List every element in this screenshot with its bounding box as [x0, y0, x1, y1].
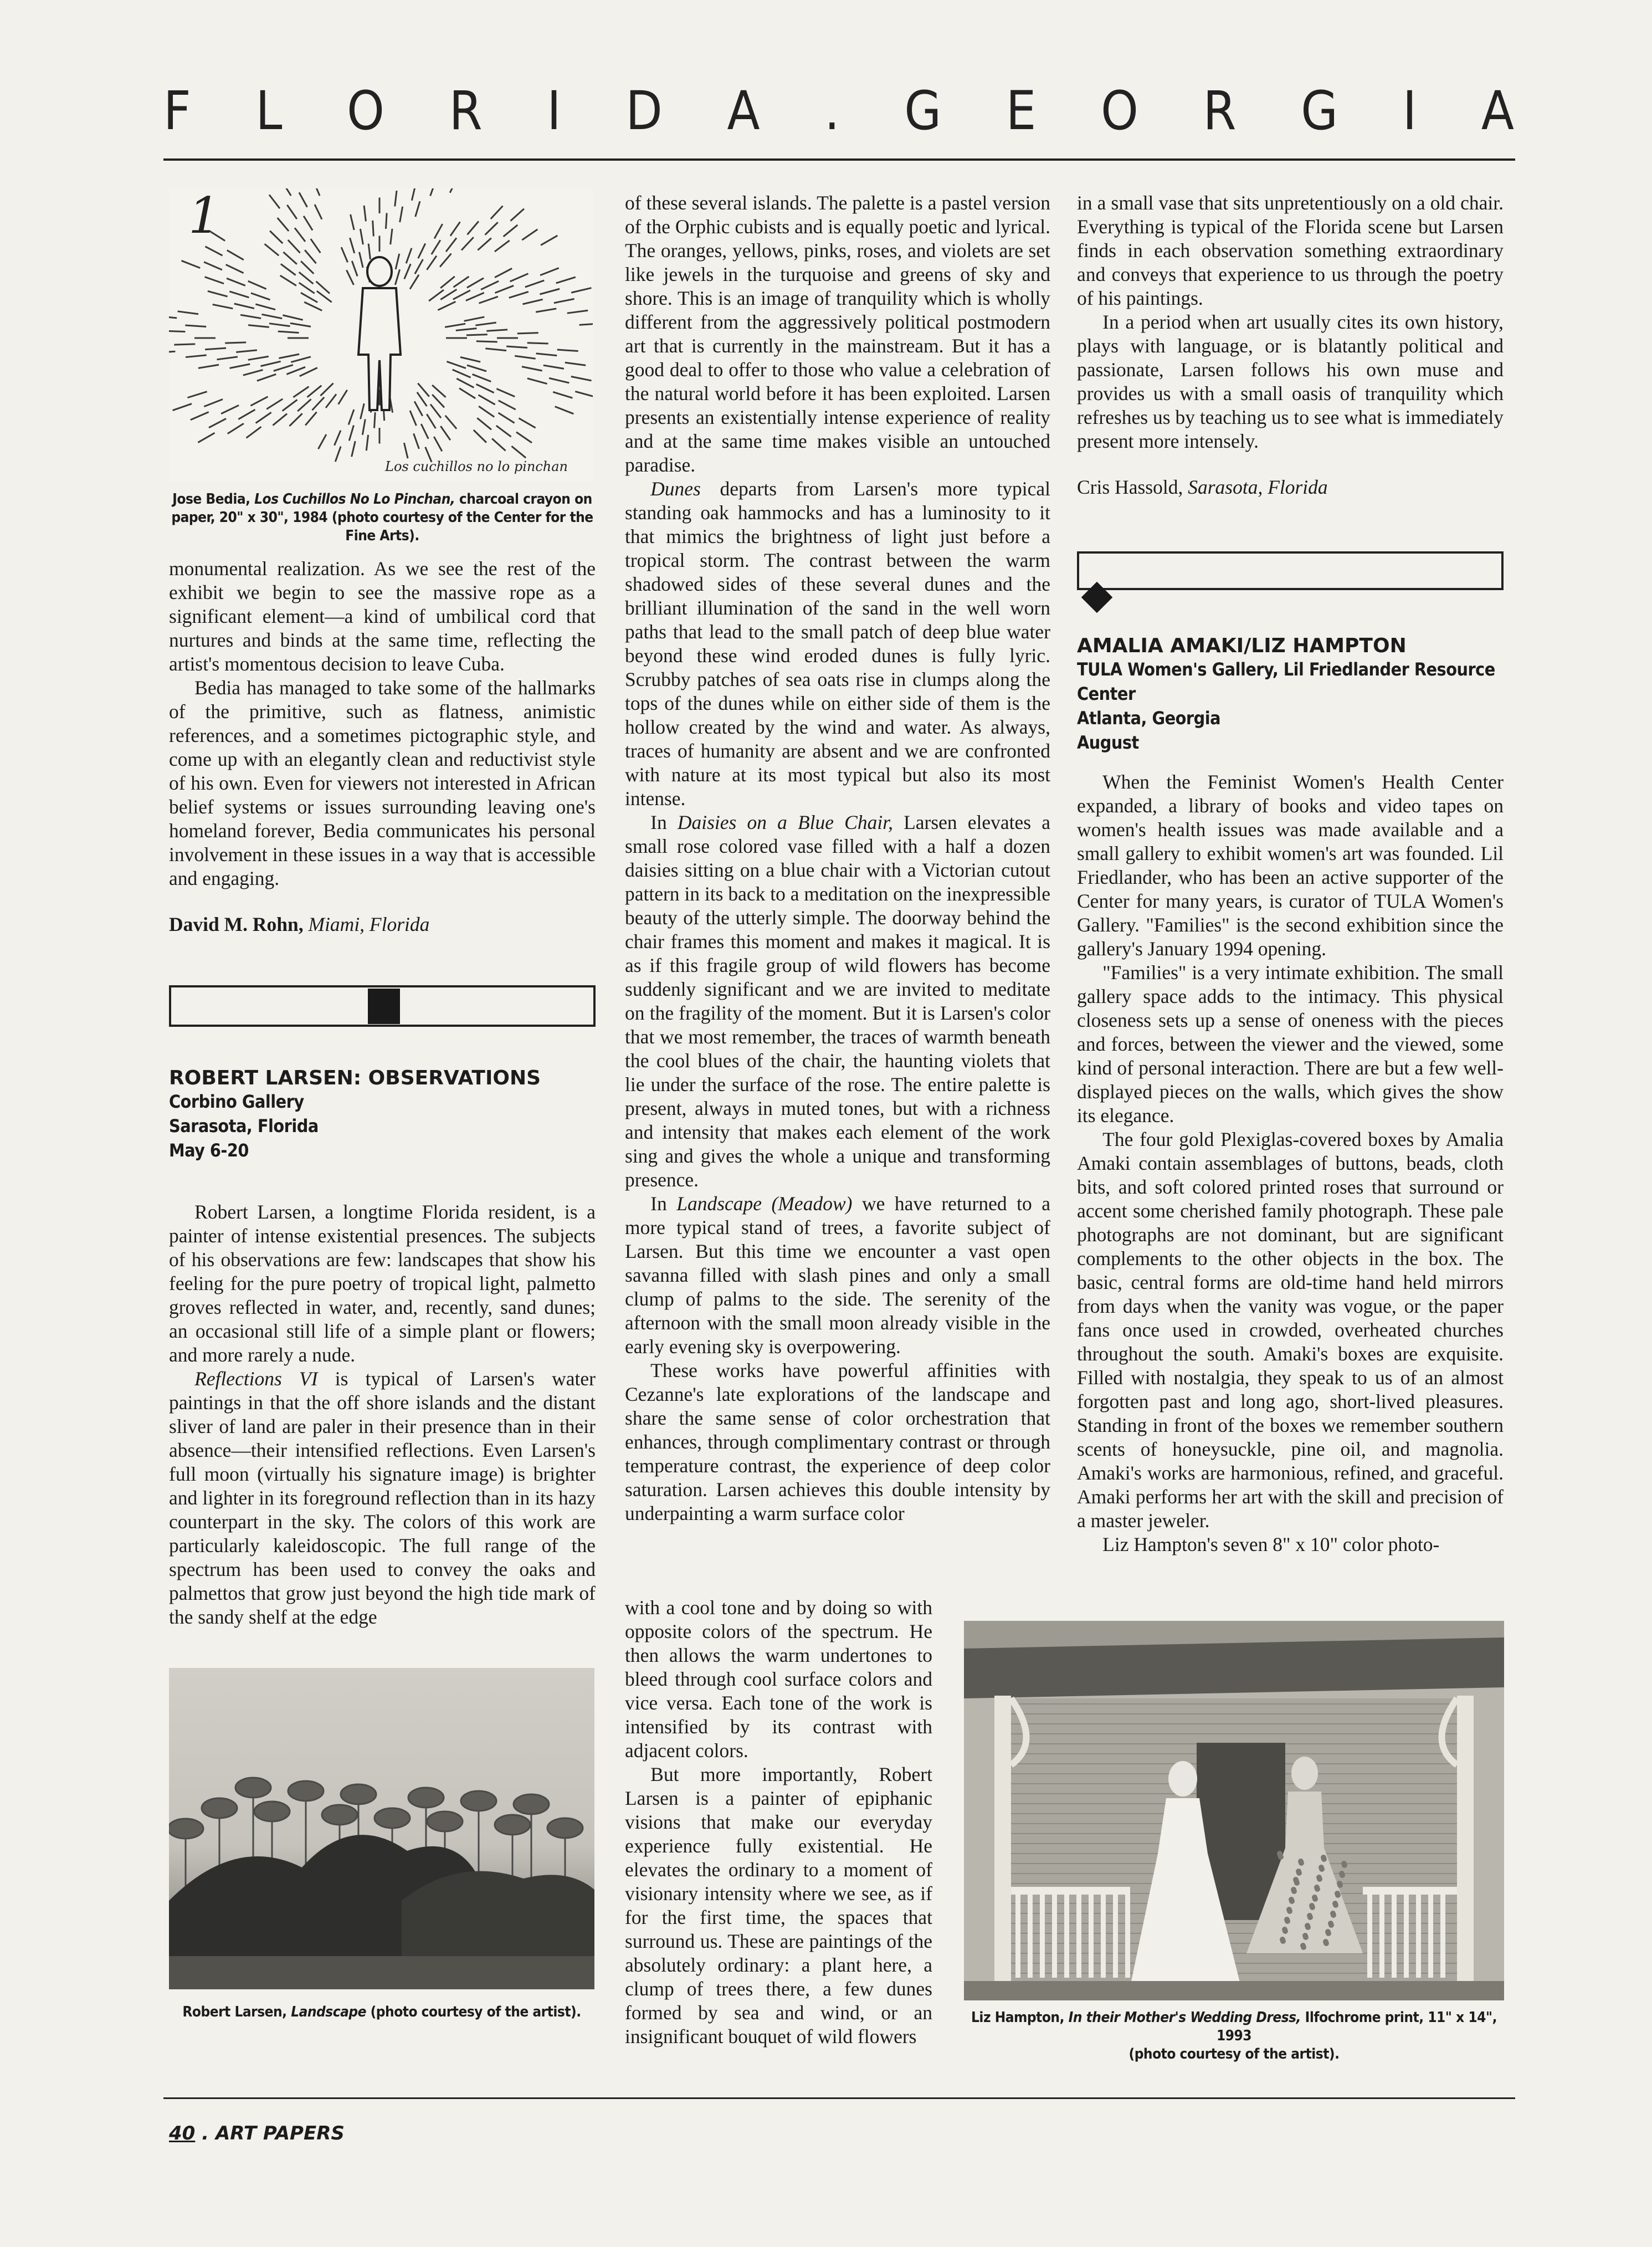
standing-figure [358, 257, 401, 410]
footer-rule [163, 2097, 1515, 2099]
paragraph-text: departs from Larsen's more typical standing oak hammocks and has a luminosity to it that mimics the brightness of light just before a tropical storm. The contrast between the warm shadowed sides of these several dunes and the brilliant illumination of the sand in the well worn paths that lead to the small patch of deep blue water beyond these wind eroded dunes is fully lyric. Scrubby patches of sea oats rise in clumps along the tops of the dunes while on either side of them is the hollow created by the wind and water. As always, traces of humanity are absent and we are confronted with nature at its most typical but also its most intense. [625, 478, 1050, 810]
head-letter: G [1301, 80, 1340, 142]
running-head [163, 78, 1515, 144]
amaki-paragraph: Liz Hampton's seven 8" x 10" color photo- [1102, 1533, 1440, 1555]
review-title: AMALIA AMAKI/LIZ HAMPTON [1077, 634, 1407, 657]
caption-credit: (photo courtesy of the artist). [1128, 2046, 1340, 2062]
head-letter: R [449, 80, 484, 142]
footer-separator: . [202, 2122, 209, 2144]
caption-artist: Robert Larsen, [182, 2004, 287, 2020]
head-letter: D [625, 80, 664, 142]
review-city: Atlanta, Georgia [1077, 708, 1220, 729]
head-letter: R [1203, 80, 1238, 142]
byline-place: Miami, Florida [308, 913, 430, 935]
work-title: Dunes [650, 478, 701, 500]
review-venue: Corbino Gallery [169, 1091, 304, 1112]
larsen-paragraph: Robert Larsen, a longtime Florida resident, is a painter of intense existential presences. The subjects of his observations are few: landscapes that show his feeling for the pure poetry of tropical light, palmetto groves reflected in water, and, recently, sand dunes; an occasional still life of a simple plant or flowers; and more rarely a nude. [169, 1201, 596, 1366]
page-footer [169, 2122, 345, 2144]
larsen-caption [169, 2003, 594, 2021]
column-3-top [1077, 191, 1504, 499]
larsen-paragraph [169, 1367, 596, 1629]
hampton-photograph [964, 1621, 1504, 2000]
work-title: Landscape (Meadow) [676, 1192, 853, 1215]
divider-square [368, 989, 400, 1024]
bedia-paragraph: Bedia has managed to take some of the hallmarks of the primitive, such as flatness, animistic references, and a sometimes pictographic style, and come up with an elegantly clean and reductivist style of his own. Even for viewers not interested in African belief systems or issues surrounding leaving one's homeland forever, Bedia communicates his personal involvement in these issues in a way that is accessible and engaging. [169, 677, 596, 889]
larsen-paragraph [625, 811, 1050, 1192]
section-divider [1077, 551, 1504, 590]
paragraph-text: In [650, 1192, 677, 1215]
section-divider [169, 985, 596, 1027]
landscape-svg [169, 1668, 594, 1989]
paragraph-text: we have returned to a more typical stand of trees, a favorite subject of Larsen. But this time we encounter a vast open savanna filled with slash pines and only a small clump of palms to the side. The serenity of the afternoon with the small moon already visible in the early evening sky is overpowering. [625, 1192, 1050, 1358]
bedia-drawing-svg [169, 188, 593, 482]
head-letter: A [727, 80, 761, 142]
bedia-byline [169, 913, 596, 936]
work-title: Reflections VI [194, 1368, 318, 1390]
column-1-top [169, 557, 596, 936]
bedia-caption [169, 490, 596, 545]
paragraph-text: Larsen elevates a small rose colored vase filled with a half a dozen daisies sitting on a blue chair with a Victorian cutout pattern in its back to a meditation on the inexpressible beauty of the utterly simple. The doorway behind the chair frames this moment and makes it magical. It is as if this fragile group of wild flowers has become suddenly significant and we are invited to meditate on the fragility of the moment. But it is Larsen's color that we most remember, the traces of warmth beneath the cool blues of the chair, the haunting violets that lie under the surface of the rose. The entire palette is present, always in muted tones, but with a richness and intensity that makes each element of the work sing and gives the whole a unique and transforming presence. [625, 811, 1050, 1191]
larsen-paragraph [625, 477, 1050, 811]
larsen-paragraph: in a small vase that sits unpretentiously on a old chair. Everything is typical of the Florida scene but Larsen finds in each observation something extraordinary and conveys that experience to us through the poetry of his paintings. [1077, 192, 1504, 309]
review-dates: May 6-20 [169, 1140, 249, 1161]
larsen-paragraph [625, 1192, 1050, 1359]
head-letter: L [255, 80, 284, 142]
review-venue: TULA Women's Gallery, Lil Friedlander Resource Center [1077, 659, 1495, 704]
head-letter: F [163, 80, 192, 142]
head-letter: . [824, 80, 841, 142]
head-letter: O [347, 80, 386, 142]
caption-details: Ilfochrome print, 11" x 14", 1993 [1216, 2009, 1497, 2044]
page-number: 40 [169, 2122, 196, 2144]
paragraph-text: is typical of Larsen's water paintings in that the off shore islands and the distant sliver of land are paler in their presence than in their absence—their intensified reflections. Even Larsen's full moon (virtually his signature image) is brighter and lighter in its foreground reflection than in its hazy counterpart in the sky. The colors of this work are particularly kaleidoscopic. The full range of the spectrum has been used to convey the oaks and palmettos that grow just beyond the high tide mark of the sandy shelf at the edge [169, 1368, 596, 1628]
head-letter: I [547, 80, 562, 142]
column-3-bottom [1077, 770, 1504, 1557]
amaki-paragraph: "Families" is a very intimate exhibition. The small gallery space adds to the intimacy. This physical closeness sets up a sense of oneness with the pieces and forces, between the viewer and the viewed, some kind of personal interaction. There are but a few well-displayed pieces on the walls, which gives the show its elegance. [1077, 961, 1504, 1127]
caption-artist: Liz Hampton, [971, 2009, 1064, 2026]
head-letter: I [1402, 80, 1418, 142]
larsen-paragraph: In a period when art usually cites its own history, plays with language, or is blatantly political and passionate, Larsen follows his own muse and provides us with a small oasis of tranquility which refreshes us by teaching us to see what is immediately present more intensely. [1077, 311, 1504, 452]
caption-details: charcoal crayon on paper, 20" x 30", 1984 (photo courtesy of the Center for the Fine Arts). [171, 491, 593, 544]
corner-mark: 1 [188, 188, 220, 245]
byline-name: David M. Rohn, [169, 913, 304, 935]
larsen-review-heading [169, 1067, 596, 1163]
head-letter: G [904, 80, 943, 142]
publication-name: ART PAPERS [215, 2122, 345, 2144]
amaki-review-heading [1077, 634, 1515, 755]
byline-name: Cris Hassold, [1077, 476, 1183, 498]
bedia-paragraph: monumental realization. As we see the rest of the exhibit we begin to see the massive rope as a significant element—a kind of umbilical cord that nurtures and binds at the same time, reflecting the artist's momentous decision to leave Cuba. [169, 557, 596, 675]
column-2-narrow [625, 1596, 932, 2049]
larsen-paragraph: These works have powerful affinities with Cezanne's late explorations of the landscape and share the same sense of color orchestration that enhances, through complimentary contrast or through temperature contrast, the experience of deep color saturation. Larsen achieves this double intensity by underpainting a warm surface color [625, 1359, 1050, 1524]
paragraph-text: In [650, 811, 678, 833]
amaki-paragraph: The four gold Plexiglas-covered boxes by Amalia Amaki contain assemblages of buttons, beads, cloth bits, and soft colored printed roses that surround or accent some cherished family photograph. These pale photographs are not dominant, but are significant complements to the other objects in the box. The basic, central forms are old-time hand held mirrors from days when the vanity was vogue, or the paper fans once used in crowded, overheated churches throughout the south. Amaki's boxes are exquisite. Filled with nostalgia, they speak to us of an almost forgotten past and long ago, short-lived pleasures. Standing in front of the boxes we remember southern scents of honeysuckle, pine oil, and magnolia. Amaki's works are harmonious, refined, and graceful. Amaki performs her art with the skill and precision of a master jeweler. [1077, 1128, 1504, 1532]
review-dates: August [1077, 732, 1139, 753]
header-rule [163, 158, 1515, 161]
head-letter: A [1481, 80, 1515, 142]
caption-details: (photo courtesy of the artist). [370, 2004, 581, 2020]
amaki-paragraph: When the Feminist Women's Health Center expanded, a library of books and video tapes on women's health issues was made available and a small gallery to exhibit women's art was founded. Lil Friedlander, who has been an active supporter of the Center for many years, is curator of TULA Women's Gallery. "Families" is the second exhibition since the gallery's January 1994 opening. [1077, 771, 1504, 960]
larsen-paragraph: But more importantly, Robert Larsen is a painter of epiphanic visions that make our everyday experience fully existential. He elevates the ordinary to a moment of visionary intensity where we see, as if for the first time, the spaces that surround us. These are paintings of the absolutely ordinary: a plant here, a clump of trees there, a few dunes formed by sea and wind, or an insignificant bouquet of wild flowers [625, 1763, 932, 2048]
caption-artist: Jose Bedia, [172, 491, 250, 508]
head-letter: E [1005, 80, 1038, 142]
hampton-caption [964, 2009, 1504, 2064]
review-city: Sarasota, Florida [169, 1115, 319, 1137]
drawing-signature: Los cuchillos no lo pinchan [385, 459, 568, 474]
larsen-paragraph: with a cool tone and by doing so with opposite colors of the spectrum. He then allows the warm undertones to bleed through cool surface colors and vice versa. Each tone of the work is intensified by its contrast with adjacent colors. [625, 1596, 932, 1762]
column-2 [625, 191, 1050, 1526]
work-title: Daisies on a Blue Chair, [677, 811, 893, 833]
caption-title: Los Cuchillos No Lo Pinchan, [254, 491, 455, 508]
porch-photo-svg [964, 1621, 1504, 2000]
review-title: ROBERT LARSEN: OBSERVATIONS [169, 1067, 541, 1089]
column-1-bottom [169, 1200, 596, 1629]
larsen-landscape-painting [169, 1668, 594, 1989]
larsen-byline [1077, 475, 1504, 499]
caption-title: Landscape [291, 2004, 366, 2020]
caption-title: In their Mother's Wedding Dress, [1068, 2009, 1301, 2026]
bedia-drawing [169, 188, 593, 482]
head-letter: O [1100, 80, 1140, 142]
byline-place: Sarasota, Florida [1188, 476, 1328, 498]
larsen-paragraph: of these several islands. The palette is a pastel version of the Orphic cubists and is equally poetic and lyrical. The oranges, yellows, pinks, roses, and violets are set like jewels in the turquoise and greens of sky and shore. This is an image of tranquility which is wholly different from the aggressively political postmodern art that is currently in the mainstream. But it has a good deal to offer to those who value a celebration of the natural world before it has been exploited. Larsen presents an existentially intense experience of reality and at the same time makes visible an untouched paradise. [625, 192, 1050, 476]
